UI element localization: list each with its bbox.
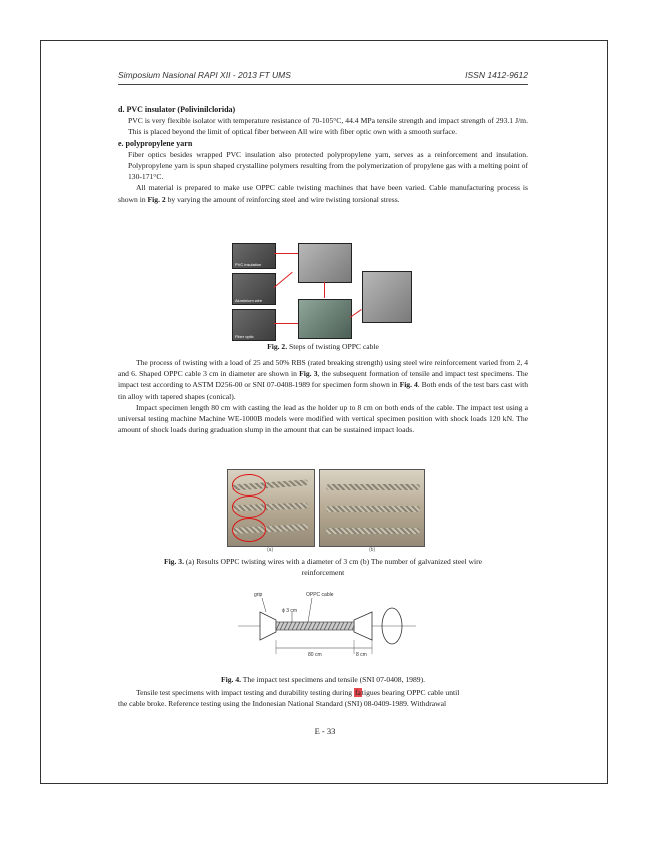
photo-3b <box>319 469 425 547</box>
label-end: 8 cm <box>356 652 367 658</box>
fig2-ref: Fig. 2 <box>147 194 166 204</box>
highlight-ring-1 <box>232 474 266 496</box>
section-d-title: d. PVC insulator (Polivinilclorida) <box>118 105 236 114</box>
left-grip <box>260 612 276 640</box>
text-block-top <box>118 104 528 205</box>
label-length: 80 cm <box>308 652 322 658</box>
label-grip: grip <box>254 592 263 598</box>
header-right: ISSN 1412-9612 <box>465 70 528 80</box>
paragraph-tensile-line1: Tensile test specimens with impact testing and durability testing during fatigues bearing OPPC cable until <box>136 688 460 697</box>
fig3-sublabel-a: (a) <box>267 547 274 553</box>
photo-twisting-step-1 <box>298 243 352 283</box>
arrow-1 <box>274 253 298 254</box>
figure-4 <box>232 582 422 674</box>
cable-body <box>276 622 354 630</box>
highlight-ring-2 <box>232 496 266 518</box>
paragraph-impact: Impact specimen length 80 cm with casting the lead as the holder up to 8 cm on both ends of the cable. The impact test using a universal testing machine Machine WE-1000B models were modified with vertical specimen position with shock loads 120 kN. The amount of shock loads during graduation slump in the amount that can be sustained impact loads. <box>118 402 528 435</box>
paragraph-twisting: The process of twisting with a load of 25 and 50% RBS (rated breaking strength) using steel wire reinforcement varied from 2, 4 and 6. Shaped OPPC cable 3 cm in diameter are shown in Fig. 3, the subsequent formation of tensile and impact test specimens. The impact test according to ASTM D256-00 or SNI 07-0408-1989 for specimen form shown in Fig. 4. Both ends of the test bars cast with tin alloy with tapered shapes (conical). <box>118 358 529 401</box>
photo-twisting-machine <box>362 271 412 323</box>
highlighted-text: fa <box>354 688 361 697</box>
figure-3 <box>225 469 425 553</box>
right-grip <box>354 612 372 640</box>
header-rule <box>118 84 528 85</box>
paragraph-tensile-line2: the cable broke. Reference testing using the Indonesian National Standard (SNI) 08-0409-1989. Withdrawal <box>118 699 447 709</box>
figure-4-caption: Fig. 4. The impact test specimens and tensile (SNI 07-0408, 1989). <box>220 675 426 684</box>
label-diameter: ϕ 3 cm <box>282 608 298 614</box>
photo-3a <box>227 469 315 547</box>
paragraph-material: All material is prepared to make use OPPC cable twisting machines that have been varied. Cable manufacturing process is shown in Fig. 2 by varying the amount of reinforcing steel and wire twisting torsional stress. <box>118 183 528 204</box>
section-e-body: Fiber optics besides wrapped PVC insulation also protected polypropylene yarn, serves as a reinforcement and insulation. Polypropylene yarn is spun shaped crystalline polymers resulting from the polymerization of propylene gas with a melting point of 130-171°C. <box>128 149 528 182</box>
figure-3-caption: Fig. 3. (a) Results OPPC twisting wires with a diameter of 3 cm (b) The number of galvanized steel wire <box>163 557 483 566</box>
photo-twisting-step-2 <box>298 299 352 339</box>
fig3-sublabel-b: (b) <box>369 547 376 553</box>
photo-aluminium-wire: Aluminium wire <box>232 273 276 305</box>
highlight-ring-3 <box>232 518 266 542</box>
photo-pvc-insulation: PVC insulation <box>232 243 276 269</box>
header-left: Simposium Nasional RAPI XII - 2013 FT UMS <box>118 70 291 80</box>
specimen-diagram <box>232 582 422 674</box>
arrow-2 <box>274 272 293 288</box>
figure-3-caption-line2: reinforcement <box>301 568 345 577</box>
figure-2-caption: Fig. 2. Steps of twisting OPPC cable <box>267 342 379 351</box>
section-d-body: PVC is very flexible isolator with temperature resistance of 70-105°C, 44.4 MPa tensile strength and impact strength of 293.1 J/m. This is placed beyond the limit of optical fiber between All wire with fiber optic own with a smooth surface. <box>128 116 528 137</box>
section-e-title: e. polypropylene yarn <box>118 138 193 148</box>
page-number: E - 33 <box>314 726 336 736</box>
figure-2 <box>228 241 418 341</box>
label-oppc-cable: OPPC cable <box>306 592 334 598</box>
text-block-middle <box>118 357 528 435</box>
fig4-ref: Fig. 4 <box>399 380 418 390</box>
text-block-bottom <box>118 687 528 709</box>
photo-fiber-optic: Fiber optic <box>232 309 276 341</box>
arrow-down <box>324 282 325 298</box>
running-header <box>118 70 528 84</box>
arrow-3 <box>274 323 298 324</box>
fig3-ref: Fig. 3 <box>299 369 318 379</box>
